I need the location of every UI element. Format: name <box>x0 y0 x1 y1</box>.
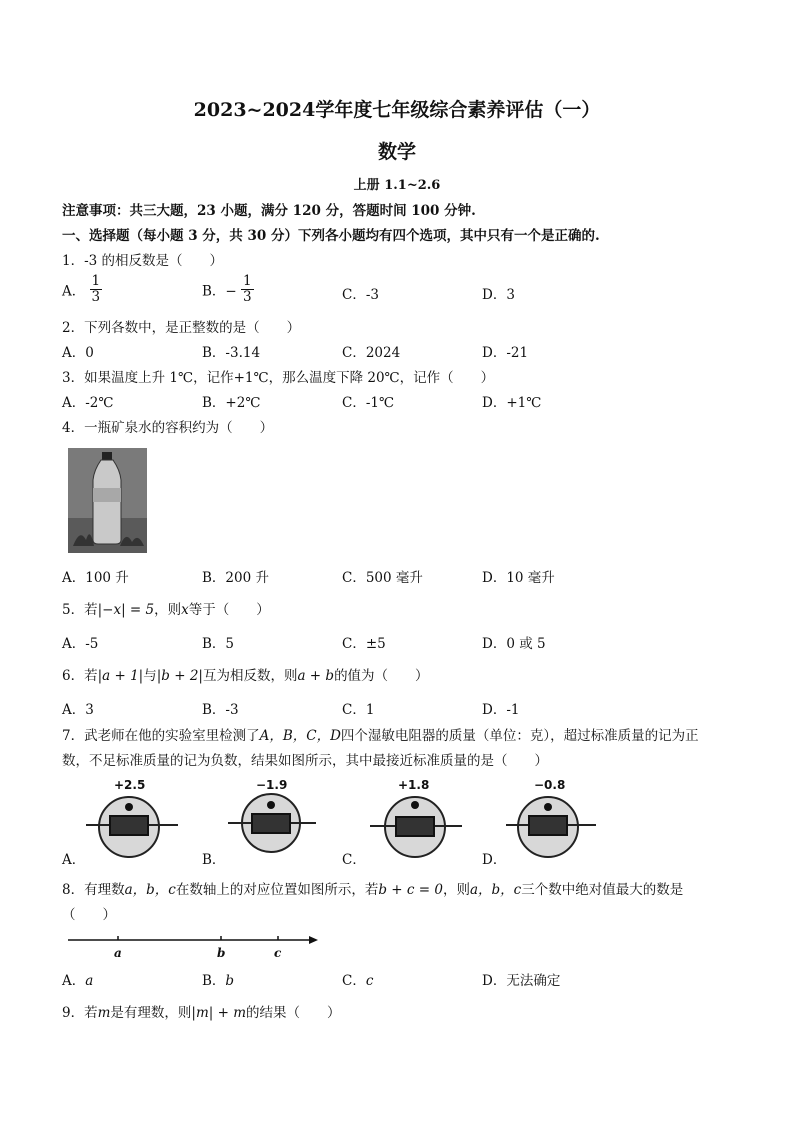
math-expr: b + c = 0 <box>378 882 443 898</box>
math-expr: |b + 2| <box>156 668 203 684</box>
q2-option-d: D．-21 <box>482 345 529 361</box>
dial-value: −1.9 <box>256 778 288 792</box>
q6-stem <box>62 664 429 684</box>
option-label: C． <box>342 973 366 989</box>
q3-option-b: B．+2℃ <box>202 395 261 411</box>
dial-a <box>86 778 186 862</box>
q7-option-b: B． <box>202 852 226 868</box>
text: 6．若 <box>62 668 98 684</box>
subject-title: 数学 <box>377 141 416 163</box>
q3-option-d: D．+1℃ <box>482 395 542 411</box>
text: 三个数中绝对值最大的数是 <box>521 882 684 898</box>
q5-stem <box>62 598 270 618</box>
dial-b <box>228 778 328 862</box>
math-expr: |−x| = 5 <box>97 602 155 618</box>
option-label: B． <box>202 973 226 989</box>
q5-option-c: C．±5 <box>342 636 386 652</box>
q2-option-c: C．2024 <box>342 345 401 361</box>
q6-option-d: D．-1 <box>482 702 520 718</box>
dial-c <box>370 778 470 862</box>
q1-option-b <box>202 274 254 305</box>
q6-option-a: A．3 <box>62 702 94 718</box>
dial-value: +1.8 <box>398 778 430 792</box>
q5-option-a: A．-5 <box>62 636 99 652</box>
text: 的结果（ ） <box>246 1005 341 1021</box>
text: 是有理数，则 <box>110 1005 192 1021</box>
text: 互为相反数，则 <box>202 668 298 684</box>
option-label: A． <box>62 973 86 989</box>
q7-stem-line2: 数，不足标准质量的记为负数，结果如图所示，其中最接近标准质量的是（ ） <box>62 753 548 769</box>
number-line <box>66 932 326 964</box>
text: 8．有理数 <box>62 882 125 898</box>
q4-option-b: B．200 升 <box>202 570 269 586</box>
numerator: 1 <box>91 273 101 289</box>
axis-label-b: b <box>217 946 226 960</box>
q8-option-c <box>342 969 373 989</box>
q9-stem <box>62 1001 341 1021</box>
q6-option-b: B．-3 <box>202 702 239 718</box>
q7-option-c: C． <box>342 852 366 868</box>
axis-label-c: c <box>274 946 282 960</box>
math-expr: |a + 1| <box>97 668 144 684</box>
section-1-heading: 一、选择题（每小题 3 分，共 30 分）下列各小题均有四个选项，其中只有一个是正确的. <box>62 228 600 244</box>
numerator: 1 <box>243 273 252 289</box>
q3-stem: 3．如果温度上升 1℃，记作+1℃，那么温度下降 20℃，记作（ ） <box>62 370 495 386</box>
q1-option-d: D．3 <box>482 287 515 303</box>
text: 的值为（ ） <box>334 668 429 684</box>
q4-stem: 4．一瓶矿泉水的容积约为（ ） <box>62 420 274 436</box>
math-vars: a，b，c <box>469 882 522 898</box>
math-expr: |m| + m <box>191 1005 246 1021</box>
dial-value: −0.8 <box>534 778 566 792</box>
denominator: 3 <box>243 289 252 305</box>
text: 四个湿敏电阻器的质量（单位：克），超过标准质量的记为正 <box>340 728 699 744</box>
q2-option-a: A．0 <box>62 345 94 361</box>
q8-stem-line2: （ ） <box>62 907 116 923</box>
scope-subtitle: 上册 1.1~2.6 <box>353 178 441 193</box>
q1-stem: 1．-3 的相反数是（ ） <box>62 253 224 269</box>
math-var: c <box>365 973 374 989</box>
q3-option-c: C．-1℃ <box>342 395 395 411</box>
q2-option-b: B．-3.14 <box>202 345 261 361</box>
q8-option-a <box>62 969 93 989</box>
q2-stem: 2．下列各数中，是正整数的是（ ） <box>62 320 301 336</box>
math-var: m <box>97 1005 111 1021</box>
text: 9．若 <box>62 1005 98 1021</box>
math-var: b <box>225 973 235 989</box>
q4-option-a: A．100 升 <box>62 570 129 586</box>
text: ，则 <box>442 882 470 898</box>
q7-option-a: A． <box>62 852 86 868</box>
q1-option-c: C．-3 <box>342 287 379 303</box>
q4-option-c: C．500 毫升 <box>342 570 423 586</box>
text: 7．武老师在他的实验室里检测了 <box>62 728 260 744</box>
math-var: x <box>181 602 189 618</box>
text: 等于（ ） <box>188 602 270 618</box>
q8-option-d: D．无法确定 <box>482 973 561 989</box>
axis-label-a: a <box>114 946 122 960</box>
text: ，则 <box>154 602 182 618</box>
exam-title: 2023~2024学年度七年级综合素养评估（一） <box>193 99 601 121</box>
q1-option-a <box>62 274 102 305</box>
notice: 注意事项：共三大题，23 小题，满分 120 分，答题时间 100 分钟. <box>62 203 476 219</box>
math-vars: a，b，c <box>124 882 176 898</box>
q7-stem-line1 <box>62 724 699 744</box>
option-label: A． <box>62 283 86 300</box>
q6-option-c: C．1 <box>342 702 375 718</box>
math-vars: A，B，C，D <box>259 728 341 744</box>
fraction <box>241 274 254 305</box>
q5-option-b: B．5 <box>202 636 235 652</box>
denominator: 3 <box>91 289 101 305</box>
q4-option-d: D．10 毫升 <box>482 570 555 586</box>
q8-stem-line1 <box>62 878 683 898</box>
q8-option-b <box>202 969 234 989</box>
fraction <box>90 274 103 305</box>
text: 在数轴上的对应位置如图所示，若 <box>175 882 379 898</box>
text: 5．若 <box>62 602 98 618</box>
text: 与 <box>143 668 157 684</box>
math-expr: a + b <box>297 668 335 684</box>
dial-value: +2.5 <box>114 778 146 792</box>
q5-option-d: D．0 或 5 <box>482 636 546 652</box>
q7-option-d: D． <box>482 852 507 868</box>
dial-d <box>506 778 606 862</box>
math-var: a <box>85 973 94 989</box>
option-label: B．− <box>202 283 237 300</box>
water-bottle-image <box>68 448 147 553</box>
q3-option-a: A．-2℃ <box>62 395 114 411</box>
